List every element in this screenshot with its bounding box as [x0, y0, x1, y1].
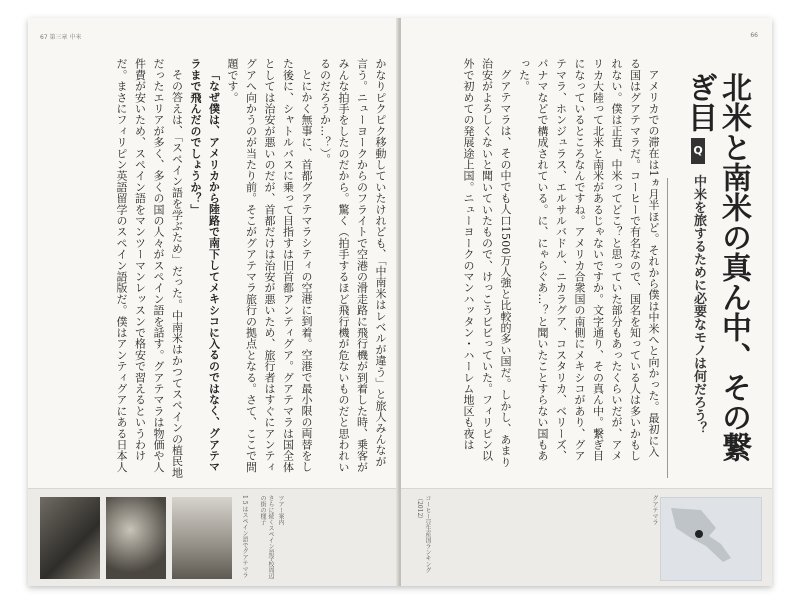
left-paragraph-1: かなりピクピク移動していたけれども、「中南米はレベルが違う」と旅人みんなが言う。ニューヨークからのフライトで空港の滑走路に飛行機が到着した時、乗客がみんな拍手をしたのだから。驚く（拍手するほど飛行機が危ないものだと思われいるのだろうか…？）。: [318, 58, 387, 473]
map-caption: グアテマラ: [651, 495, 658, 525]
market-photo: [40, 497, 100, 579]
map-graphic: [661, 498, 761, 580]
left-folio: 67 第三章 中米: [40, 34, 82, 41]
location-marker-icon: [695, 530, 703, 538]
left-body-text: [79, 58, 389, 478]
chapter-headline: 北米と南米の真ん中、その繋ぎ目: [682, 72, 751, 462]
street-photo: [172, 497, 232, 579]
right-info-strip: [401, 488, 772, 586]
left-paragraph-4: その答えは、「スペイン語を学ぶため」だった。中南米はかつてスペインの植民地だったエリアが多く、多くの国の人々がスペイン語を話す。グアテマラは物価や人件費が安いため、スペイン語をマンツーマンレッスンで格安で習えるというわけだ。まさにフィリピン英語留学のスペイン語版だ。僕はアンティグアにある日本人: [115, 58, 184, 478]
right-folio: 66: [750, 32, 758, 39]
left-paragraph-3: 「なぜ僕は、アメリカから陸路で南下してメキシコに入るのではなく、グアテマラまで飛んだのでしょうか？」: [189, 58, 221, 473]
left-photo-strip: [28, 488, 399, 586]
caption-3: ツアー案内: [277, 495, 284, 525]
right-paragraph-2: グアテマラは、その中でも人口1500万人強と比較的多い国だ。しかし、あまり治安がよろしくないと聞いていたもので、けっこうビビっていた。フィリピン以外で初めての発展途上国。ニューヨークのマンハッタン・ハーレム地区も夜は: [462, 58, 512, 468]
caption-2: さらに続くスペイン語学校周辺の街の様子: [259, 495, 274, 579]
question-line: [688, 138, 708, 468]
caption-1: 1 5 はスペイン語でグアテマラ: [241, 495, 248, 579]
right-body-text: [418, 58, 662, 468]
right-page: [401, 18, 772, 586]
central-america-map: [660, 497, 762, 581]
right-paragraph-1: アメリカでの滞在は1ヵ月半ほど。それから僕は中米へと向かった。最初に入る国はグアテマラだ。コーヒーで有名なので、国名を知っている人は多いかもしれない。僕は正直、中米ってどこ？と思っていた部分もあったくらいだが、アメリカ大陸って北米と南米があるじゃないですか。文字通り、その真ん中。繋ぎ目になっているところなんですね。アメリカ合衆国の南側にメキシコがあり、グアテマラ、ホンジュラス、エルサルバドル、ニカラグア、コスタリカ、ベリーズ、パナマなどで構成されている。に、にゃらぐあ…？と聞いたことすらない国もあった。: [517, 58, 660, 462]
left-page: [28, 18, 399, 586]
question-text: 中米を旅するために必要なモノは何だろう？: [691, 174, 706, 435]
left-paragraph-2: とにかく無事に、首都グアテマラシティの空港に到着。空港で最小限の両替をした後に、シャトルバスに乗って目指すは旧首都アンティグア。グアテマラは国全体としては治安が悪いのだが、首都だけは治安が悪いため、旅行者はすぐにアンティグアへ向かうのが当たり前。そこがグアテマラ旅行の拠点となる。さて、ここで問題です。: [226, 58, 313, 473]
people-photo: [106, 497, 166, 579]
question-badge: Q: [691, 138, 704, 164]
divider-rule: [667, 178, 668, 478]
book-spread: [28, 18, 772, 586]
coffee-ranking-caption: コーヒー豆生産国ランキング（2012）: [416, 495, 431, 573]
